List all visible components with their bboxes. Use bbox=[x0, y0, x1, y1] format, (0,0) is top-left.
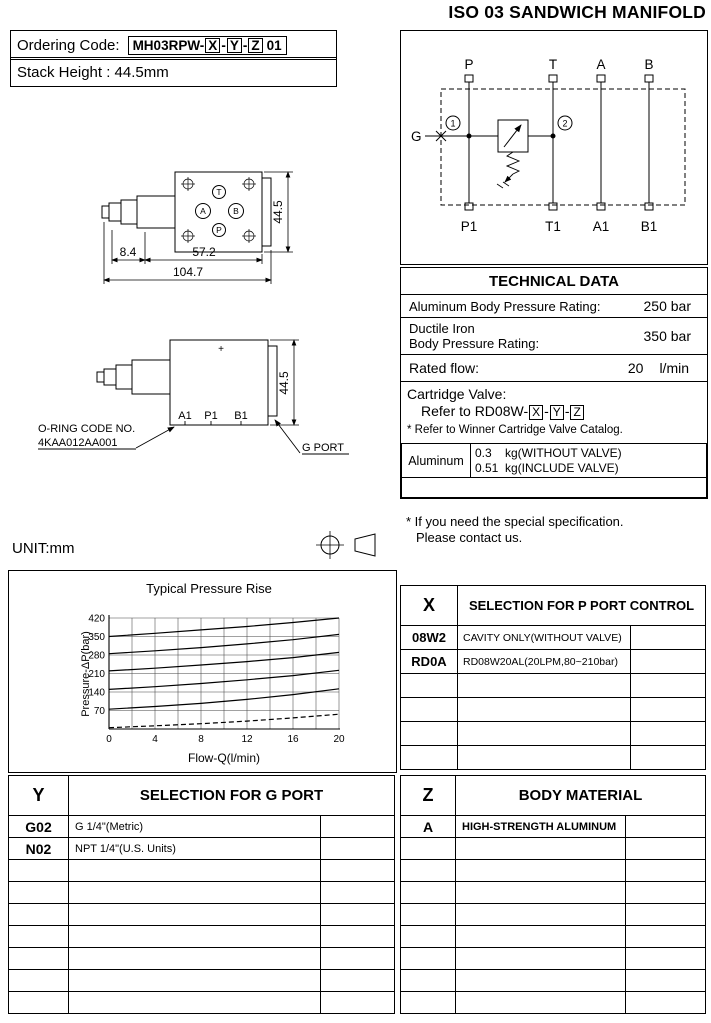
port-a-label: A bbox=[200, 206, 206, 216]
empty-cell bbox=[69, 992, 321, 1014]
empty-row bbox=[9, 860, 395, 882]
empty-cell bbox=[321, 838, 395, 860]
empty-cell bbox=[321, 926, 395, 948]
y-tick-label: 350 bbox=[88, 632, 105, 643]
empty-cell bbox=[401, 926, 456, 948]
chart-title: Typical Pressure Rise bbox=[146, 581, 272, 596]
relief-valve-symbol bbox=[497, 120, 528, 188]
empty-cell bbox=[458, 746, 631, 770]
x-tick-label: 4 bbox=[152, 734, 158, 745]
table-row bbox=[401, 626, 706, 650]
empty-row bbox=[401, 838, 706, 860]
empty-cell bbox=[626, 816, 706, 838]
weight-table bbox=[401, 443, 707, 498]
empty-row bbox=[9, 926, 395, 948]
empty-row bbox=[9, 904, 395, 926]
circuit-port-p1: P1 bbox=[460, 219, 478, 234]
selection-x-panel bbox=[400, 585, 706, 770]
plus-mark: + bbox=[218, 344, 224, 355]
code-cell: 08W2 bbox=[401, 626, 458, 650]
ordering-code-label: Ordering Code: bbox=[17, 36, 120, 54]
dim-84-text: 8.4 bbox=[119, 245, 137, 259]
port-b-label: B bbox=[233, 206, 239, 216]
selection-x-code-header: X bbox=[401, 586, 458, 626]
empty-cell bbox=[401, 674, 458, 698]
empty-cell bbox=[9, 992, 69, 1014]
empty-row bbox=[401, 698, 706, 722]
cartridge-valve-label: Cartridge Valve: bbox=[407, 386, 507, 402]
empty-row bbox=[401, 882, 706, 904]
empty-cell bbox=[456, 992, 626, 1014]
gport-label: G PORT bbox=[302, 442, 344, 454]
empty-row bbox=[9, 992, 395, 1014]
technical-drawings bbox=[8, 88, 395, 562]
label-a1: A1 bbox=[178, 410, 192, 422]
x-tick-label: 20 bbox=[333, 734, 345, 745]
port-pad bbox=[465, 75, 473, 82]
empty-cell bbox=[456, 860, 626, 882]
empty-row bbox=[401, 992, 706, 1014]
cart-x: X bbox=[529, 405, 543, 420]
empty-cell bbox=[401, 860, 456, 882]
empty-cell bbox=[626, 970, 706, 992]
selection-y-title: SELECTION FOR G PORT bbox=[69, 776, 395, 816]
technical-data-title: TECHNICAL DATA bbox=[401, 268, 707, 295]
node-2-label: 2 bbox=[562, 118, 568, 129]
table-row bbox=[401, 650, 706, 674]
empty-cell bbox=[458, 698, 631, 722]
dim-1047-text: 104.7 bbox=[172, 265, 204, 279]
empty-cell bbox=[321, 860, 395, 882]
table-row bbox=[9, 838, 395, 860]
oring-callout bbox=[38, 423, 174, 449]
technical-data-panel bbox=[400, 267, 708, 499]
selection-z-panel bbox=[400, 775, 706, 1014]
unit-note: UNIT:mm bbox=[12, 540, 75, 557]
circuit-g-label: G bbox=[411, 129, 422, 144]
page-title: ISO 03 SANDWICH MANIFOLD bbox=[448, 2, 706, 22]
empty-cell bbox=[69, 904, 321, 926]
ductile-rating-value: 350 bar bbox=[643, 328, 691, 344]
ordering-code-box bbox=[10, 30, 337, 60]
node-1-label: 1 bbox=[450, 118, 456, 129]
empty-row bbox=[401, 970, 706, 992]
empty-cell bbox=[626, 860, 706, 882]
empty-cell bbox=[401, 882, 456, 904]
empty-cell bbox=[69, 926, 321, 948]
empty-cell bbox=[9, 860, 69, 882]
cart-sep2: - bbox=[564, 403, 570, 419]
x-tick-label: 8 bbox=[198, 734, 204, 745]
empty-cell bbox=[401, 698, 458, 722]
desc-cell: G 1/4"(Metric) bbox=[69, 816, 321, 838]
port-pad bbox=[549, 75, 557, 82]
rated-flow-value: 20 bbox=[627, 360, 644, 376]
selection-x-title: SELECTION FOR P PORT CONTROL bbox=[458, 586, 706, 626]
circuit-port-p: P bbox=[464, 57, 474, 72]
chart-tick-labels bbox=[88, 614, 345, 746]
empty-row bbox=[401, 746, 706, 770]
empty-row bbox=[401, 948, 706, 970]
weight-without-valve-unit: kg(WITHOUT VALVE) bbox=[505, 445, 622, 460]
chart-xlabel: Flow-Q(l/min) bbox=[188, 751, 260, 765]
x-tick-label: 0 bbox=[106, 734, 112, 745]
empty-row bbox=[401, 722, 706, 746]
empty-cell bbox=[456, 970, 626, 992]
empty-cell bbox=[69, 970, 321, 992]
empty-cell bbox=[401, 992, 456, 1014]
selection-y-panel bbox=[8, 775, 395, 1014]
code-z: Z bbox=[248, 38, 262, 53]
dim-height-side bbox=[270, 340, 299, 425]
empty-cell bbox=[456, 948, 626, 970]
empty-cell bbox=[626, 904, 706, 926]
empty-row bbox=[401, 860, 706, 882]
circuit-port-a1: A1 bbox=[592, 219, 610, 234]
label-p1: P1 bbox=[204, 410, 218, 422]
selection-y-code-header: Y bbox=[9, 776, 69, 816]
empty-cell bbox=[9, 948, 69, 970]
port-pad bbox=[597, 203, 605, 210]
circuit-port-t: T bbox=[548, 57, 558, 72]
junction-dot bbox=[551, 134, 555, 138]
cart-sep1: - bbox=[544, 403, 549, 419]
pressure-rise-chart-panel bbox=[8, 570, 397, 773]
projection-symbol-icon bbox=[316, 531, 375, 559]
empty-row bbox=[401, 904, 706, 926]
code-suffix: 01 bbox=[266, 37, 282, 53]
empty-cell bbox=[69, 882, 321, 904]
y-tick-label: 280 bbox=[88, 650, 105, 662]
desc-cell: RD08W20AL(20LPM,80~210bar) bbox=[458, 650, 631, 674]
desc-cell: NPT 1/4"(U.S. Units) bbox=[69, 838, 321, 860]
circuit-port-t1: T1 bbox=[545, 219, 561, 234]
label-b1: B1 bbox=[234, 410, 248, 422]
empty-cell bbox=[458, 674, 631, 698]
empty-cell bbox=[9, 882, 69, 904]
code-cell: G02 bbox=[9, 816, 69, 838]
empty-row bbox=[9, 948, 395, 970]
selection-z-table bbox=[400, 775, 706, 1014]
table-row bbox=[401, 816, 706, 838]
empty-cell bbox=[626, 992, 706, 1014]
code-cell: A bbox=[401, 816, 456, 838]
port-pad bbox=[465, 203, 473, 210]
empty-cell bbox=[321, 816, 395, 838]
ductile-label-line1: Ductile Iron bbox=[409, 321, 475, 336]
empty-cell bbox=[9, 970, 69, 992]
rated-flow-unit: l/min bbox=[659, 360, 689, 376]
port-pad bbox=[597, 75, 605, 82]
cartridge-valve-note: * Refer to Winner Cartridge Valve Catalog. bbox=[407, 424, 623, 436]
port-pad bbox=[549, 203, 557, 210]
pressure-rating-ductile-row bbox=[401, 318, 707, 355]
empty-cell bbox=[456, 838, 626, 860]
selection-z-title: BODY MATERIAL bbox=[456, 776, 706, 816]
empty-row bbox=[9, 882, 395, 904]
aluminum-rating-value: 250 bar bbox=[643, 298, 691, 314]
empty-cell bbox=[401, 722, 458, 746]
selection-y-table bbox=[8, 775, 395, 1014]
empty-cell bbox=[401, 970, 456, 992]
dim-572-text: 57.2 bbox=[192, 245, 216, 259]
empty-cell bbox=[321, 970, 395, 992]
empty-cell bbox=[631, 746, 706, 770]
circuit-port-b1: B1 bbox=[640, 219, 658, 234]
ductile-label-line2: Body Pressure Rating: bbox=[409, 336, 540, 351]
rated-flow-row bbox=[401, 355, 707, 382]
empty-cell bbox=[631, 626, 706, 650]
table-row bbox=[9, 816, 395, 838]
port-t-label: T bbox=[216, 187, 222, 197]
empty-cell bbox=[9, 926, 69, 948]
y-tick-label: 140 bbox=[88, 687, 105, 699]
empty-cell bbox=[631, 650, 706, 674]
code-sep1: - bbox=[221, 37, 226, 53]
x-tick-label: 12 bbox=[241, 734, 253, 745]
pressure-rating-aluminum-row bbox=[401, 295, 707, 318]
circuit-port-a: A bbox=[596, 57, 606, 72]
code-y: Y bbox=[227, 38, 242, 53]
empty-cell bbox=[69, 860, 321, 882]
empty-row bbox=[401, 926, 706, 948]
empty-cell bbox=[401, 746, 458, 770]
port-p-label: P bbox=[216, 225, 222, 235]
footnote-line2: Please contact us. bbox=[416, 530, 523, 545]
empty-cell bbox=[456, 904, 626, 926]
empty-cell bbox=[9, 904, 69, 926]
x-tick-label: 16 bbox=[287, 734, 299, 745]
cartridge-valve-ref bbox=[421, 403, 701, 420]
empty-cell bbox=[626, 838, 706, 860]
empty-cell bbox=[626, 882, 706, 904]
cart-y: Y bbox=[550, 405, 564, 420]
empty-cell bbox=[631, 674, 706, 698]
empty-cell bbox=[321, 992, 395, 1014]
cart-prefix: Refer to RD08W- bbox=[421, 403, 529, 419]
junction-dot bbox=[467, 134, 471, 138]
weight-values-cell bbox=[471, 444, 707, 478]
stack-height-box bbox=[10, 57, 337, 87]
special-spec-footnote bbox=[406, 514, 624, 546]
port-pad bbox=[645, 75, 653, 82]
desc-cell: CAVITY ONLY(WITHOUT VALVE) bbox=[458, 626, 631, 650]
circuit-port-b: B bbox=[644, 57, 654, 72]
side-view-drawing bbox=[38, 340, 349, 454]
cartridge-valve-section bbox=[401, 382, 707, 443]
selection-x-table bbox=[400, 585, 706, 770]
empty-cell bbox=[402, 478, 707, 498]
port-pad bbox=[645, 203, 653, 210]
y-tick-label: 420 bbox=[88, 613, 105, 625]
circuit-diagram bbox=[401, 31, 705, 262]
code-cell: N02 bbox=[9, 838, 69, 860]
code-cell: RD0A bbox=[401, 650, 458, 674]
empty-cell bbox=[458, 722, 631, 746]
top-view-drawing bbox=[102, 172, 293, 284]
circuit-panel bbox=[400, 30, 708, 265]
empty-cell bbox=[631, 698, 706, 722]
code-sep2: - bbox=[242, 37, 248, 53]
dim-445-text: 44.5 bbox=[271, 200, 285, 224]
footnote-line1: * If you need the special specification. bbox=[406, 514, 624, 529]
dim-height-top bbox=[264, 172, 293, 252]
selection-z-code-header: Z bbox=[401, 776, 456, 816]
rated-flow-label: Rated flow: bbox=[409, 360, 480, 376]
ordering-code-value bbox=[128, 36, 287, 55]
stack-height-label: Stack Height : 44.5mm bbox=[17, 63, 169, 81]
empty-cell bbox=[456, 926, 626, 948]
empty-cell bbox=[321, 882, 395, 904]
empty-cell bbox=[401, 838, 456, 860]
code-prefix: MH03RPW- bbox=[132, 37, 205, 53]
empty-cell bbox=[626, 948, 706, 970]
empty-row bbox=[9, 970, 395, 992]
weight-include-valve-value: 0.51 bbox=[475, 460, 499, 475]
empty-cell bbox=[456, 882, 626, 904]
empty-cell bbox=[321, 948, 395, 970]
empty-cell bbox=[401, 904, 456, 926]
weight-without-valve-value: 0.3 bbox=[475, 445, 492, 460]
y-tick-label: 210 bbox=[88, 669, 105, 680]
empty-cell bbox=[321, 904, 395, 926]
y-tick-label: 70 bbox=[93, 706, 105, 717]
manifold-boundary bbox=[441, 89, 685, 205]
chart-ylabel: Pressure-ΔP(bar) bbox=[80, 631, 92, 717]
empty-row bbox=[401, 674, 706, 698]
cart-z: Z bbox=[570, 405, 583, 420]
empty-cell bbox=[69, 948, 321, 970]
pressure-rise-chart bbox=[9, 571, 394, 770]
oring-label: O-RING CODE NO. bbox=[38, 423, 136, 435]
weight-material-cell: Aluminum bbox=[402, 444, 471, 478]
aluminum-rating-label: Aluminum Body Pressure Rating: bbox=[409, 298, 601, 314]
weight-include-valve-unit: kg(INCLUDE VALVE) bbox=[505, 460, 619, 475]
code-x: X bbox=[205, 38, 220, 53]
dim-445-side-text: 44.5 bbox=[277, 371, 291, 395]
oring-code: 4KAA012AA001 bbox=[38, 437, 118, 449]
ductile-rating-label bbox=[409, 321, 539, 351]
empty-cell bbox=[626, 926, 706, 948]
desc-cell: HIGH-STRENGTH ALUMINUM bbox=[456, 816, 626, 838]
empty-cell bbox=[401, 948, 456, 970]
empty-cell bbox=[631, 722, 706, 746]
